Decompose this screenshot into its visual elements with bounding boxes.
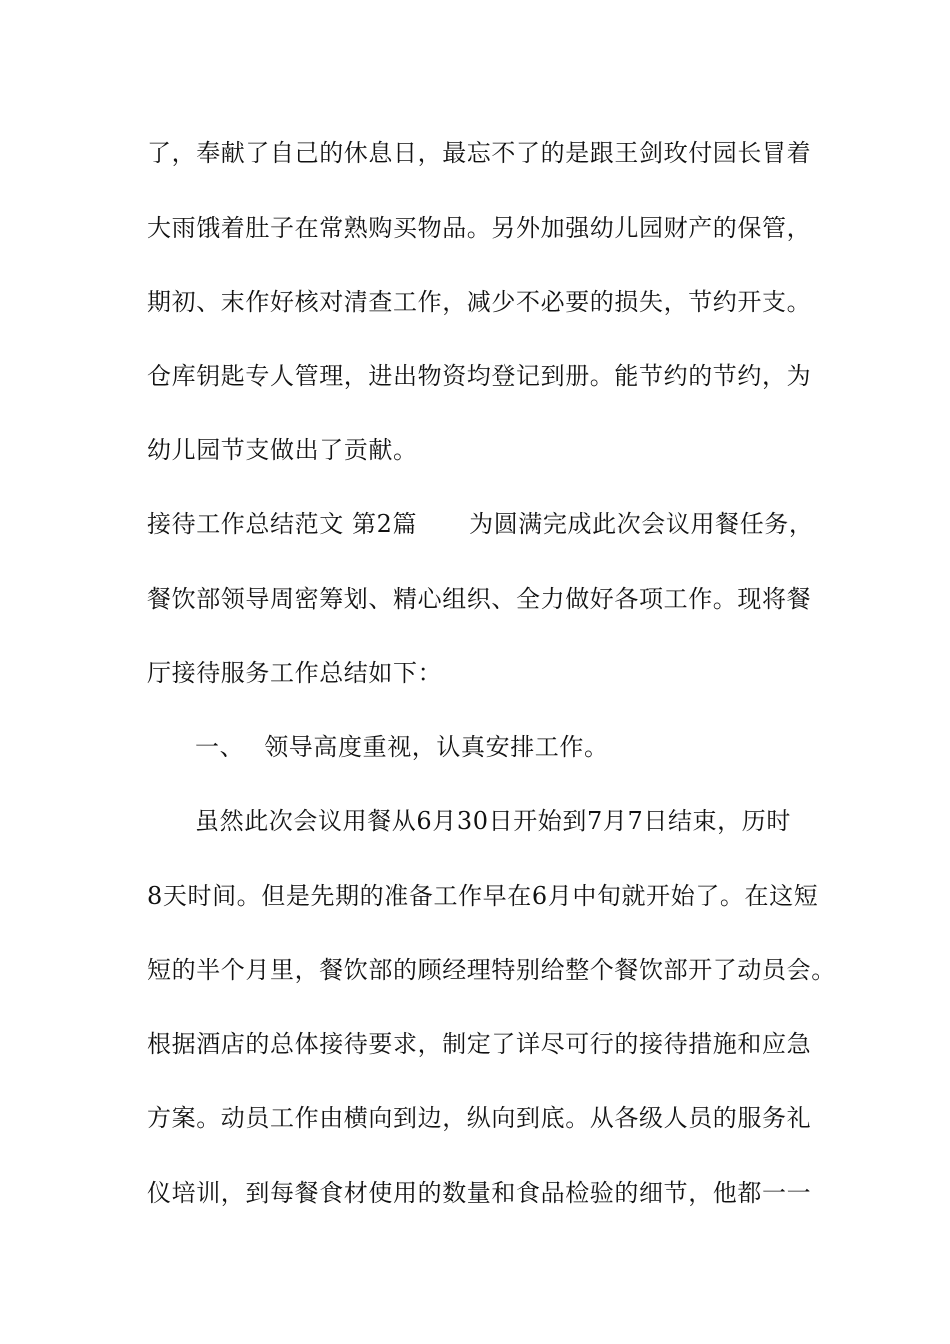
text-line: 幼儿园节支做出了贡献。 [147,436,418,464]
text-line: 餐饮部领导周密筹划、精心组织、全力做好各项工作。现将餐 [147,585,812,613]
text-line: 根据酒店的总体接待要求，制定了详尽可行的接待措施和应急 [147,1030,812,1058]
text-line: 了，奉献了自己的休息日，最忘不了的是跟王剑玫付园长冒着 [147,139,812,167]
text-line: 短的半个月里，餐饮部的顾经理特别给整个餐饮部开了动员会。 [147,956,836,984]
heading-number: 一、 [195,733,245,761]
section-title-line [147,508,847,540]
heading-text: 领导高度重视，认真安排工作。 [264,733,609,761]
section-title: 接待工作总结范文 第2篇 [147,510,418,538]
text-line: 仓库钥匙专人管理，进出物资均登记到册。能节约的节约，为 [147,362,812,390]
text-line: 虽然此次会议用餐从6月30日开始到7月7日结束，历时 [195,807,791,835]
text-line: 8天时间。但是先期的准备工作早在6月中旬就开始了。在这短 [147,882,819,910]
heading-one [195,731,895,763]
section-intro: 为圆满完成此次会议用餐任务， [469,510,814,538]
text-line: 厅接待服务工作总结如下： [147,659,443,687]
text-line: 仪培训，到每餐食材使用的数量和食品检验的细节，他都一一 [147,1179,812,1207]
text-line: 方案。动员工作由横向到边，纵向到底。从各级人员的服务礼 [147,1104,812,1132]
text-line: 大雨饿着肚子在常熟购买物品。另外加强幼儿园财产的保管， [147,214,812,242]
text-line: 期初、末作好核对清查工作，减少不必要的损失，节约开支。 [147,288,812,316]
